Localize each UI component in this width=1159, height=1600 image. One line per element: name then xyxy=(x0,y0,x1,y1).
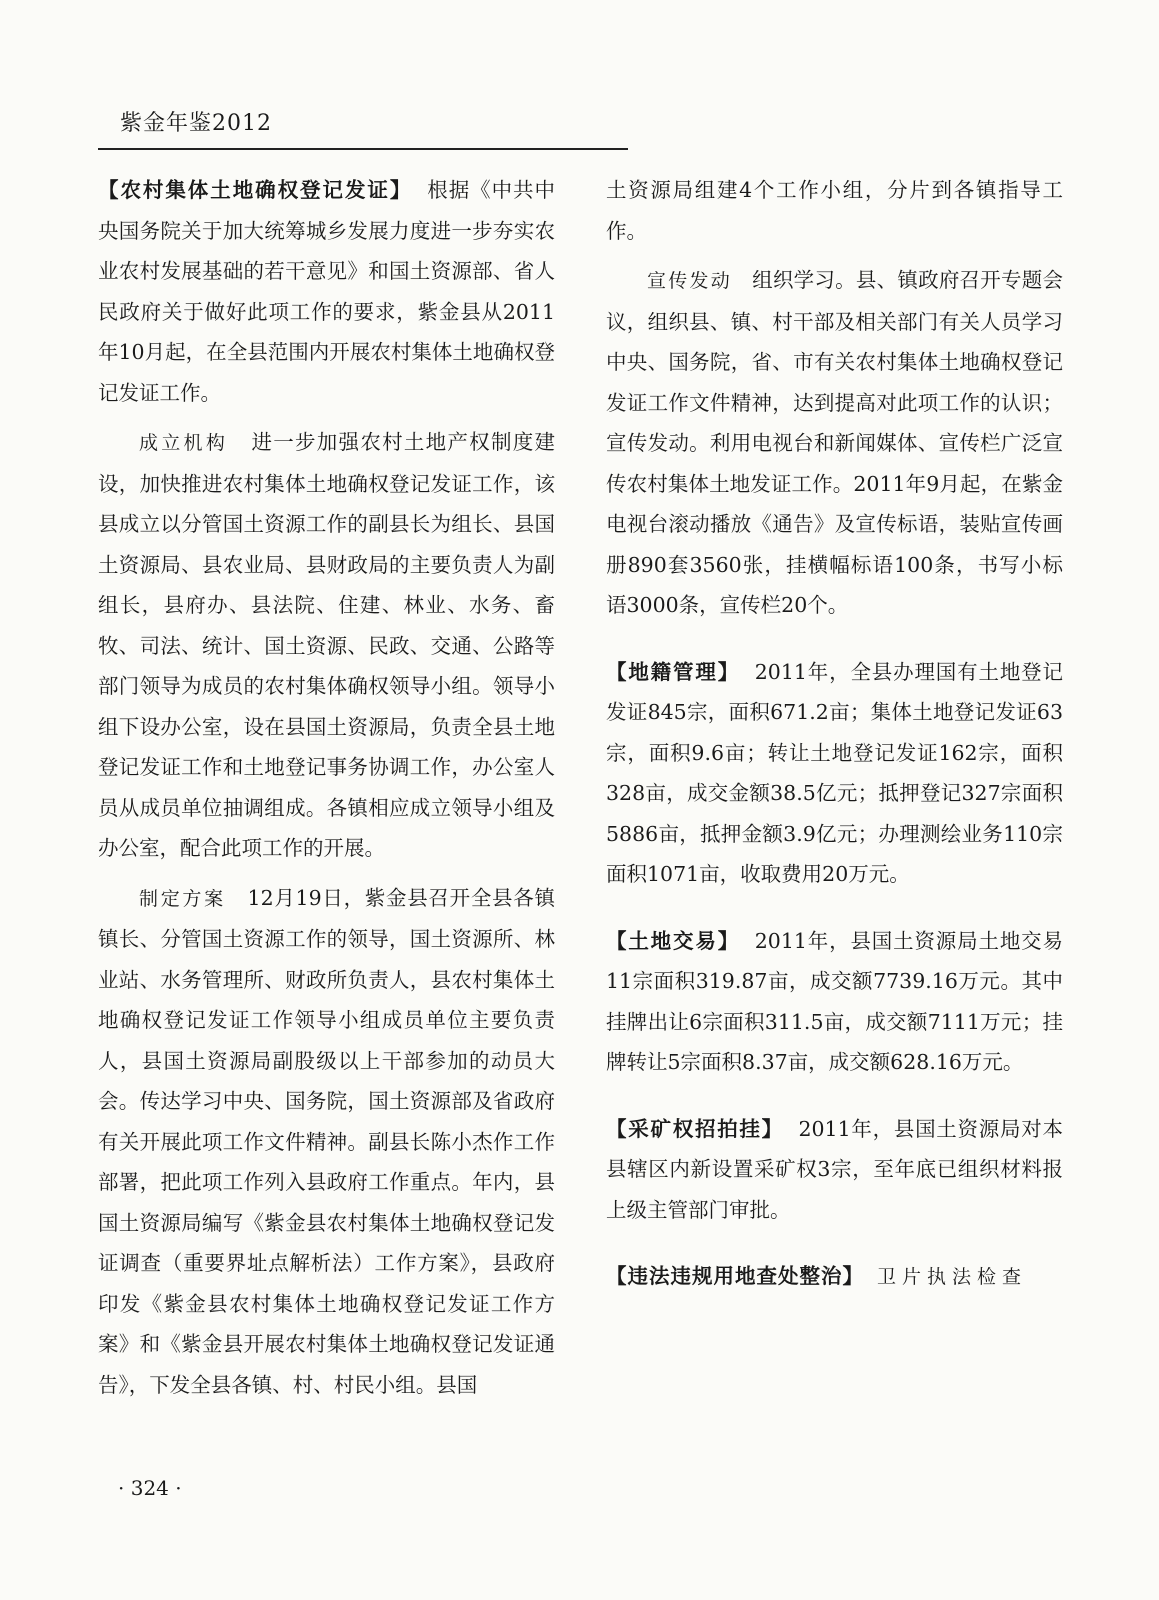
section-title: 【农村集体土地确权登记发证】 xyxy=(98,178,413,202)
section-text: 2011年，县国土资源局土地交易11宗面积319.87亩，成交额7739.16万元。其中挂牌出让6宗面积311.5亩，成交额7111万元；挂牌转让5宗面积8.37亩，成交额628.16万元。 xyxy=(606,928,1064,1074)
section-text: 2011年，县国土资源局对本县辖区内新设置采矿权3宗，至年底已组织材料报上级主管部门审批。 xyxy=(606,1116,1063,1222)
paragraph-continuation: 土资源局组建4个工作小组，分片到各镇指导工作。 xyxy=(606,178,1063,243)
subheading-label: 成立机构 xyxy=(139,432,229,454)
paragraph-establish-agency xyxy=(98,422,555,869)
subheading-label: 制定方案 xyxy=(139,887,226,910)
subheading-label: 卫片执法检查 xyxy=(877,1266,1028,1288)
section-title: 【地籍管理】 xyxy=(606,659,741,684)
section-illegal-land-use xyxy=(606,1256,1063,1298)
paragraph-publicity xyxy=(606,260,1063,626)
section-rural-land-registration xyxy=(98,170,555,413)
section-title: 【土地交易】 xyxy=(606,928,741,953)
section-land-transaction xyxy=(606,921,1063,1083)
section-text: 2011年，全县办理国有土地登记发证845宗，面积671.2亩；集体土地登记发证63宗，面积9.6亩；转让土地登记发证162宗，面积328亩，成交金额38.5亿元；抵押登记327宗面积5886亩，抵押金额3.9亿元；办理测绘业务110宗面积1071亩，收取费用20万元。 xyxy=(606,659,1064,886)
section-title: 【违法违规用地查处整治】 xyxy=(606,1264,864,1288)
subheading-label: 宣传发动 xyxy=(647,270,732,292)
section-intro: 根据《中共中央国务院关于加大统筹城乡发展力度进一步夯实农业农村发展基础的若干意见》和国土资源部、省人民政府关于做好此项工作的要求，紫金县从2011年10月起，在全县范围内开展农村集体土地确权登记发证工作。 xyxy=(98,178,556,405)
section-cadastral-management xyxy=(606,652,1063,895)
paragraph-text: 12月19日，紫金县召开全县各镇镇长、分管国土资源工作的领导，国土资源所、林业站、水务管理所、财政所负责人，县农村集体土地确权登记发证工作领导小组成员单位主要负责人，县国土资源局副股级以上干部参加的动员大会。传达学习中央、国务院，国土资源部及省政府有关开展此项工作文件精神。副县长陈小杰作工作部署，把此项工作列入县政府工作重点。年内，县国土资源局编写《紫金县农村集体土地确权登记发证调查（重要界址点解析法）工作方案》，县政府印发《紫金县农村集体土地确权登记发证工作方案》和《紫金县开展农村集体土地确权登记发证通告》，下发全县各镇、村、村民小组。县国 xyxy=(98,885,555,1397)
header-rule xyxy=(98,148,628,150)
page-number: · 324 · xyxy=(118,1476,182,1500)
paragraph-formulate-plan xyxy=(98,878,555,1406)
section-title: 【采矿权招拍挂】 xyxy=(606,1116,784,1141)
running-title: 紫金年鉴2012 xyxy=(120,111,272,136)
left-column xyxy=(98,170,555,1405)
paragraph-text: 进一步加强农村土地产权制度建设，加快推进农村集体土地确权登记发证工作，该县成立以分管国土资源工作的副县长为组长、县国土资源局、县农业局、县财政局的主要负责人为副组长，县府办、县法院、住建、林业、水务、畜牧、司法、统计、国土资源、民政、交通、公路等部门领导为成员的农村集体确权领导小组。领导小组下设办公室，设在县国土资源局，负责全县土地登记发证工作和土地登记事务协调工作，办公室人员从成员单位抽调组成。各镇相应成立领导小组及办公室，配合此项工作的开展。 xyxy=(98,430,555,860)
paragraph-text: 组织学习。县、镇政府召开专题会议，组织县、镇、村干部及相关部门有关人员学习中央、国务院，省、市有关农村集体土地确权登记发证工作文件精神，达到提高对此项工作的认识；宣传发动。利用电视台和新闻媒体、宣传栏广泛宣传农村集体土地发证工作。2011年9月起，在紫金电视台滚动播放《通告》及宣传标语，装贴宣传画册890套3560张，挂横幅标语100条，书写小标语3000条，宣传栏20个。 xyxy=(606,268,1063,617)
section-mining-rights xyxy=(606,1109,1063,1231)
right-column xyxy=(606,170,1063,1298)
